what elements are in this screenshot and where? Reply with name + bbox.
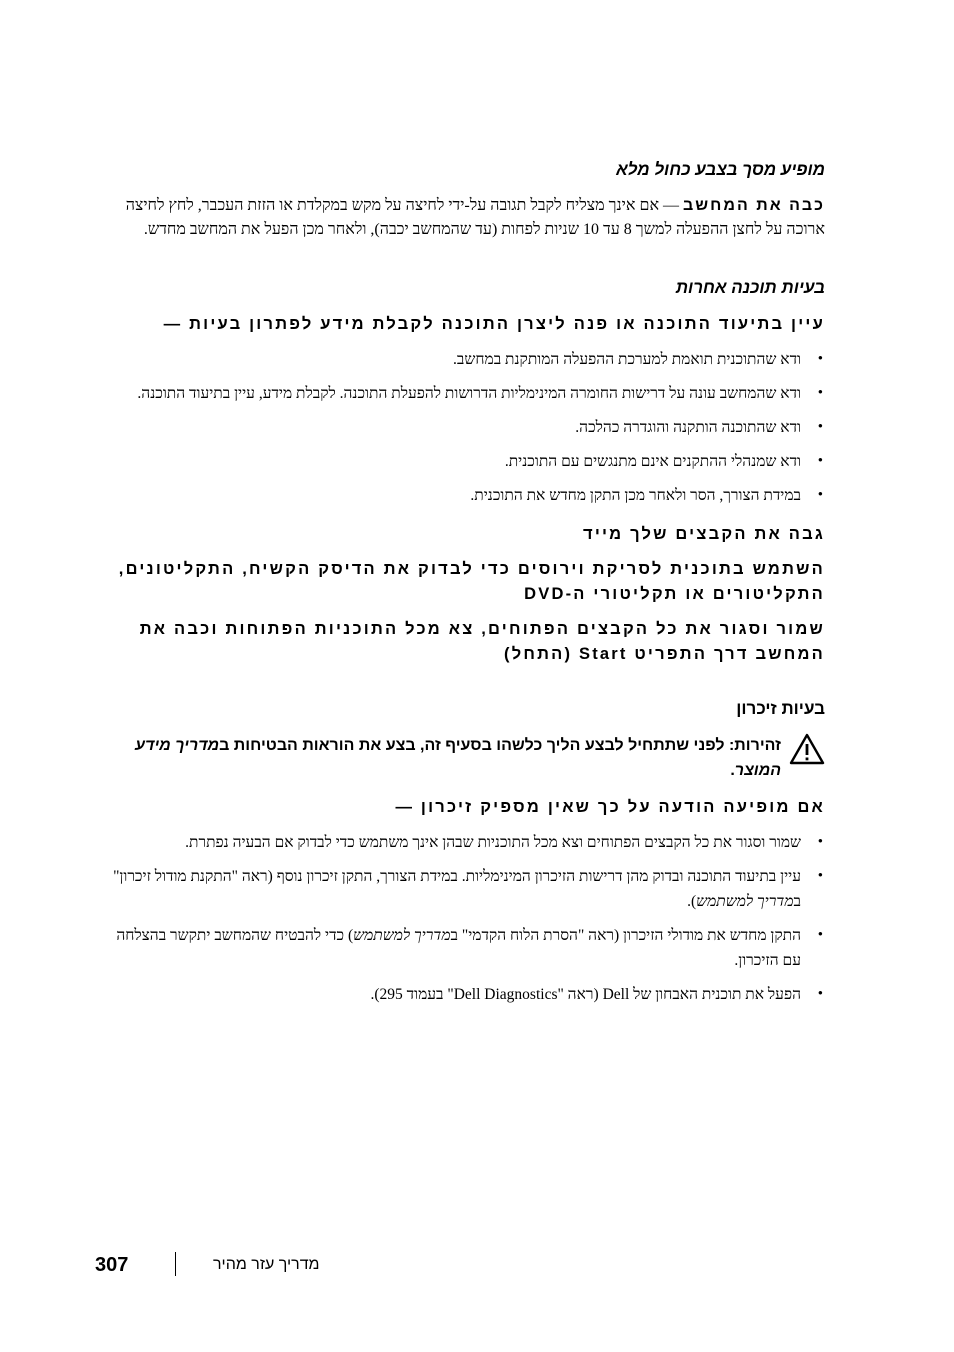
document-page [95, 158, 825, 1021]
memory-bullet-list [95, 830, 825, 1007]
memory-message-heading: אם מופיעה הודעה על כך שאין מספיק זיכרון — [395, 798, 825, 816]
warning-triangle-icon [789, 733, 825, 765]
save-close-heading: שמור וסגור את כל הקבצים הפתוחים, צא מכל התוכניות הפתוחות וכבה את המחשב דרך התפריט Start (התחל) [139, 620, 825, 663]
list-item: • ודא שהמחשב עונה על דרישות החומרה המינימליות הדרושות להפעלת התוכנה. לקבלת מידע, עיין בתיעוד התוכנה. [95, 381, 825, 406]
virus-scan-heading: השתמש בתוכנית לסריקת וירוסים כדי לבדוק את הדיסק הקשיח, התקליטונים, התקליטורים או תקליטורי ה-DVD [118, 560, 825, 603]
section-title-other-software: בעיות תוכנה אחרות [675, 278, 825, 297]
list-item: • התקן מחדש את מודולי הזיכרון (ראה "הסרת הלוח הקדמי" במדריך למשתמש) כדי להבטיח שהמחשב יתקשר בהצלחה עם הזיכרון. [95, 923, 825, 973]
section-title-blue-screen: מופיע מסך בצבע כחול מלא [616, 160, 825, 179]
footer-guide-label: מדריך עזר מהיר [213, 1256, 320, 1273]
footer-divider [175, 1252, 176, 1276]
page-number: 307 [95, 1254, 129, 1276]
list-item: • ודא שהתוכנית תואמת למערכת ההפעלה המותקנת במחשב. [95, 347, 825, 372]
caution-note: זהירות: לפני שתתחיל לבצע הליך כלשהו בסעיף זה, בצע את הוראות הבטיחות במדריך מידע המוצר. [95, 733, 825, 783]
user-guide-title: מדריך למשתמש [696, 893, 794, 910]
list-item: • ודא שהתוכנה הותקנה והוגדרה כהלכה. [95, 415, 825, 440]
list-item: • הפעל את תוכנית האבחון של Dell (ראה "Dell Diagnostics" בעמוד 295). [95, 982, 825, 1007]
caution-guide-title: מדריך מידע המוצר [135, 737, 781, 779]
caution-text: לפני שתתחיל לבצע הליך כלשהו בסעיף זה, בצע את הוראות הבטיחות ב [219, 737, 729, 754]
backup-heading: גבה את הקבצים שלך מייד [583, 525, 825, 543]
list-item: • שמור וסגור את כל הקבצים הפתוחים וצא מכל התוכניות שבהן אינך משתמש כדי לבדוק אם הבעיה נפתרת. [95, 830, 825, 855]
page-footer [95, 1252, 355, 1282]
blue-screen-lead: כבה את המחשב [683, 197, 825, 214]
list-item: • ודא שמנהלי ההתקנים אינם מתנגשים עם התוכנית. [95, 449, 825, 474]
software-bullet-list [95, 347, 825, 508]
section-title-memory: בעיות זיכרון [736, 699, 825, 718]
blue-screen-text: — אם אינך מצליח לקבל תגובה על-ידי לחיצה על מקש במקלדת או הזזת העכבר, לחץ לחיצה ארוכה על לחצן ההפעלה למשך 8 עד 10 שניות לפחות (עד שהמחשב יכבה), ולאחר מכן הפעל את המחשב מחדש. [125, 197, 825, 238]
caution-label: זהירות: [728, 737, 781, 754]
software-doc-heading: עיין בתיעוד התוכנה או פנה ליצרן התוכנה לקבלת מידע לפתרון בעיות — [163, 315, 825, 333]
user-guide-title: מדריך למשתמש [353, 927, 451, 944]
list-item: • עיין בתיעוד התוכנה ובדוק מהן דרישות הזיכרון המינימליות. במידת הצורך, התקן זיכרון נוסף (ראה "התקנת מודול זיכרון" במדריך למשתמש). [95, 864, 825, 914]
blue-screen-paragraph [95, 194, 825, 242]
list-item: • במידת הצורך, הסר ולאחר מכן התקן מחדש את התוכנית. [95, 483, 825, 508]
